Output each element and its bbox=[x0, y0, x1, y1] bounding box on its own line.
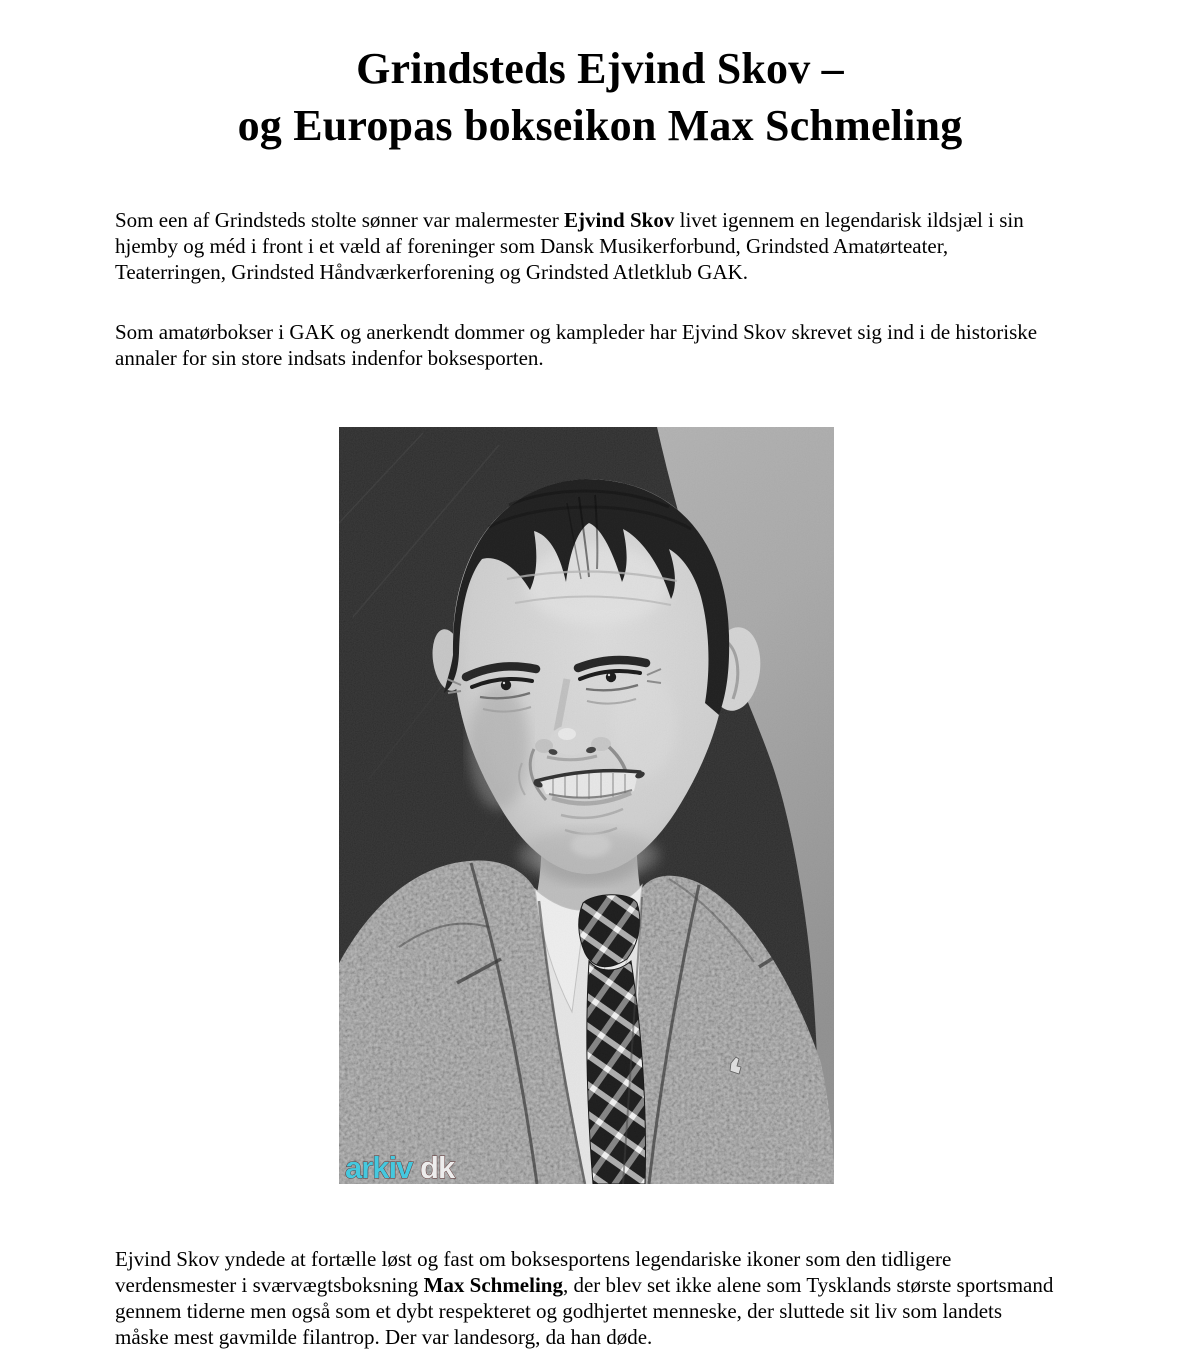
photo-watermark-dk: dk bbox=[420, 1150, 455, 1184]
title-line-1: Grindsteds Ejvind Skov – bbox=[356, 44, 844, 93]
photo-watermark-arkiv: arkiv bbox=[345, 1150, 413, 1184]
title-line-2: og Europas bokseikon Max Schmeling bbox=[237, 101, 963, 150]
intro-paragraph: Som een af Grindsteds stolte sønner var malermester Ejvind Skov livet igennem en legendarisk ildsjæl i sin hjemby og méd i front i et væld af foreninger som Dansk Musikerforbund, Grindsted Amatørteater, Teaterringen, Grindsted Håndværkerforening og Grindsted Atletklub GAK. bbox=[115, 208, 1024, 284]
portrait-photo-illustration bbox=[339, 427, 834, 1184]
portrait-photo bbox=[339, 427, 834, 1184]
photo-watermark bbox=[345, 1150, 456, 1184]
schmeling-paragraph: Ejvind Skov yndede at fortælle løst og fast om boksesportens legendariske ikoner som den tidligere verdensmester i sværvægtsboksning Max Schmeling, der blev set ikke alene som Tysklands største sportsmand gennem tiderne men også som et dybt respekteret og godhjertet menneske, der sluttede sit liv som landets måske mest gavmilde filantrop. Der var landesorg, da han døde. bbox=[115, 1247, 1054, 1349]
article-body bbox=[115, 207, 1058, 1350]
boxing-paragraph: Som amatørbokser i GAK og anerkendt dommer og kampleder har Ejvind Skov skrevet sig ind i de historiske annaler for sin store indsats indenfor boksesporten. bbox=[115, 320, 1038, 370]
page-title bbox=[0, 40, 1200, 154]
film-grain-overlay bbox=[339, 427, 834, 1184]
